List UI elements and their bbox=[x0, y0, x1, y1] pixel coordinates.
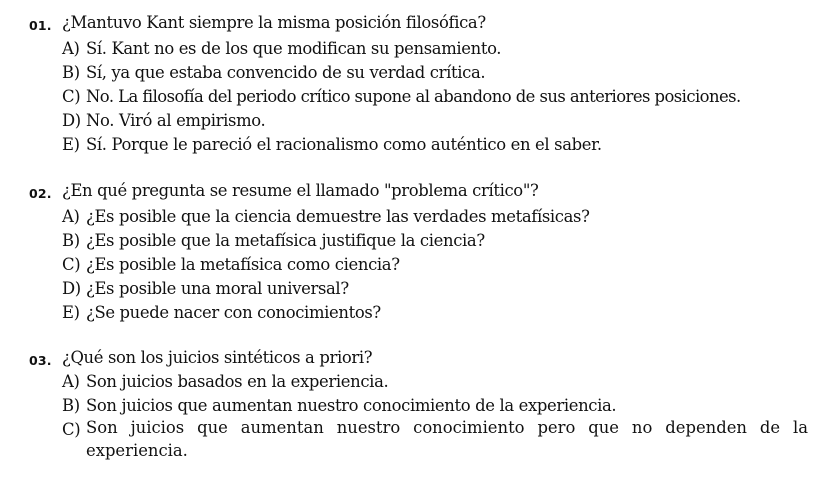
option-e bbox=[62, 303, 822, 326]
option-c bbox=[62, 255, 822, 278]
question-number: 03. bbox=[29, 353, 52, 368]
option-a bbox=[62, 39, 822, 62]
option-text: ¿Es posible que la ciencia demuestre las verdades metafísicas? bbox=[86, 207, 590, 226]
question-number: 01. bbox=[29, 18, 52, 33]
option-letter: C) bbox=[62, 420, 81, 439]
option-letter: B) bbox=[62, 231, 80, 250]
option-letter: A) bbox=[62, 207, 80, 226]
option-d bbox=[62, 111, 822, 134]
question-header bbox=[0, 348, 838, 372]
option-letter: D) bbox=[62, 279, 81, 298]
option-letter: A) bbox=[62, 39, 80, 58]
option-text: Son juicios basados en la experiencia. bbox=[86, 372, 389, 391]
option-b bbox=[62, 231, 822, 254]
option-text: No. Viró al empirismo. bbox=[86, 111, 266, 130]
option-d bbox=[62, 279, 822, 302]
option-text: ¿Es posible la metafísica como ciencia? bbox=[86, 255, 400, 274]
option-b bbox=[62, 63, 822, 86]
option-letter: E) bbox=[62, 135, 80, 154]
option-text: ¿Es posible una moral universal? bbox=[86, 279, 349, 298]
question-text: ¿Qué son los juicios sintéticos a priori? bbox=[62, 348, 373, 367]
option-e bbox=[62, 135, 822, 158]
option-text: Sí. Porque le pareció el racionalismo como auténtico en el saber. bbox=[86, 135, 602, 154]
question-header bbox=[0, 181, 838, 205]
option-letter: D) bbox=[62, 111, 81, 130]
option-text: Son juicios que aumentan nuestro conocimiento de la experiencia. bbox=[86, 396, 617, 415]
option-letter: E) bbox=[62, 303, 80, 322]
option-letter: C) bbox=[62, 87, 81, 106]
option-c bbox=[62, 87, 822, 110]
option-letter: C) bbox=[62, 255, 81, 274]
option-letter: B) bbox=[62, 396, 80, 415]
option-a bbox=[62, 372, 822, 395]
option-text: Sí. Kant no es de los que modifican su pensamiento. bbox=[86, 39, 502, 58]
question-header bbox=[0, 13, 838, 37]
option-a bbox=[62, 207, 822, 230]
option-text: ¿Se puede nacer con conocimientos? bbox=[86, 303, 381, 322]
option-text: Son juicios que aumentan nuestro conocimiento pero que no dependen de la experiencia. bbox=[86, 418, 808, 460]
question-number: 02. bbox=[29, 186, 52, 201]
question-text: ¿En qué pregunta se resume el llamado "problema crítico"? bbox=[62, 181, 539, 200]
option-text: No. La filosofía del periodo crítico supone al abandono de sus anteriores posiciones. bbox=[86, 87, 741, 106]
question-text: ¿Mantuvo Kant siempre la misma posición filosófica? bbox=[62, 13, 486, 32]
option-text: Sí, ya que estaba convencido de su verdad crítica. bbox=[86, 63, 486, 82]
option-c bbox=[62, 420, 822, 466]
option-text: ¿Es posible que la metafísica justifique la ciencia? bbox=[86, 231, 485, 250]
option-letter: A) bbox=[62, 372, 80, 391]
option-letter: B) bbox=[62, 63, 80, 82]
